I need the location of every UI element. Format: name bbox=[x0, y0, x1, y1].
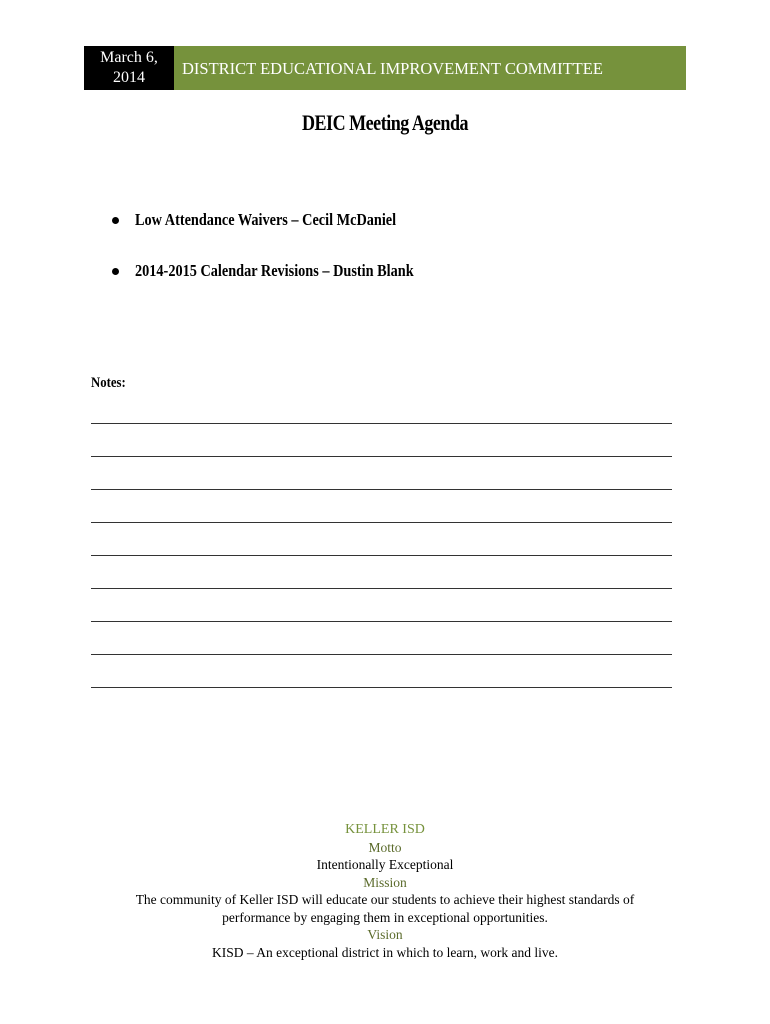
vision-text: KISD – An exceptional district in which to learn, work and live. bbox=[211, 944, 559, 960]
note-line bbox=[91, 621, 672, 622]
notes-label: Notes: bbox=[91, 375, 126, 391]
agenda-item-text: Low Attendance Waivers – Cecil McDaniel bbox=[135, 210, 397, 229]
date-line-1: March 6, bbox=[100, 49, 158, 66]
motto-heading: Motto bbox=[368, 839, 402, 855]
agenda-item-text: 2014-2015 Calendar Revisions – Dustin Blank bbox=[135, 261, 414, 280]
vision-heading: Vision bbox=[367, 927, 403, 942]
committee-title: DISTRICT EDUCATIONAL IMPROVEMENT COMMITTEE bbox=[182, 59, 603, 78]
note-line bbox=[91, 489, 672, 490]
note-line bbox=[91, 687, 672, 688]
note-line bbox=[91, 588, 672, 589]
committee-title-box bbox=[174, 46, 686, 90]
agenda-item bbox=[112, 258, 467, 284]
bullet-icon bbox=[112, 217, 119, 224]
agenda-title: DEIC Meeting Agenda bbox=[301, 110, 469, 135]
mission-heading: Mission bbox=[363, 874, 407, 890]
note-line bbox=[91, 654, 672, 655]
date-box bbox=[84, 46, 174, 90]
note-line bbox=[91, 522, 672, 523]
motto-text: Intentionally Exceptional bbox=[316, 857, 454, 872]
agenda-item bbox=[112, 207, 467, 233]
note-line bbox=[91, 456, 672, 457]
agenda-list bbox=[112, 207, 467, 309]
org-name: KELLER ISD bbox=[345, 822, 425, 837]
footer bbox=[0, 821, 770, 961]
bullet-icon bbox=[112, 268, 119, 275]
note-line bbox=[91, 555, 672, 556]
mission-text-line-1: The community of Keller ISD will educate our students to achieve their highest standards of bbox=[135, 892, 635, 907]
date-line-2: 2014 bbox=[113, 69, 145, 86]
mission-text-line-2: performance by engaging them in exceptional opportunities. bbox=[222, 909, 548, 925]
note-line bbox=[91, 423, 672, 424]
header-band bbox=[84, 46, 686, 90]
